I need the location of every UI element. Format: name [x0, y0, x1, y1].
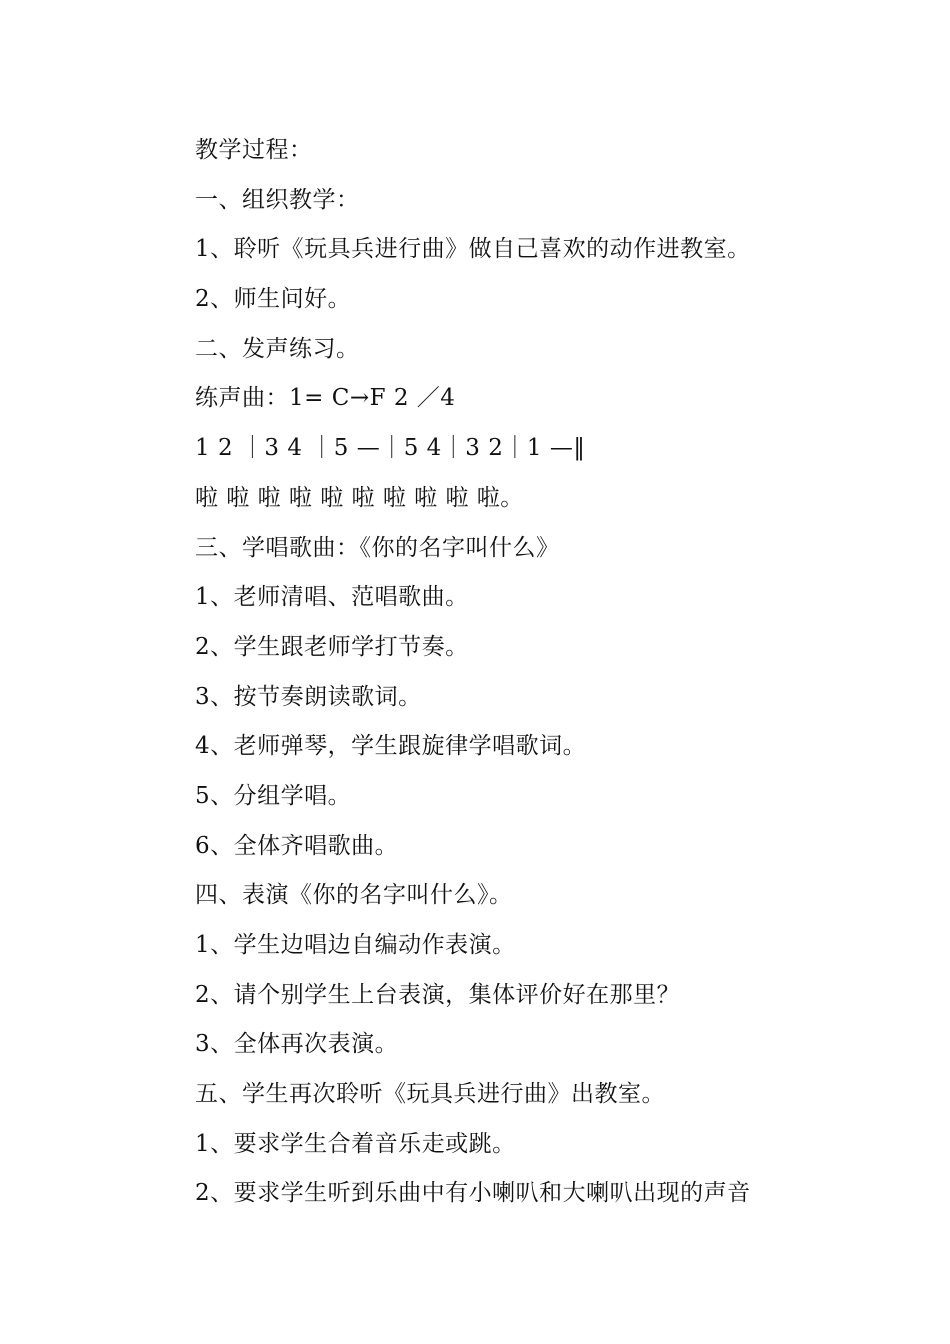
section-3-item-4: 4、老师弹琴，学生跟旋律学唱歌词。 — [195, 733, 587, 760]
section-4-item-3: 3、全体再次表演。 — [195, 1031, 399, 1058]
section-4-item-2: 2、请个别学生上台表演，集体评价好在那里？ — [195, 981, 681, 1008]
vocalise-lyrics: 啦 啦 啦 啦 啦 啦 啦 啦 啦 啦。 — [195, 484, 524, 511]
heading-teaching-process: 教学过程： — [195, 137, 313, 163]
section-1-heading: 一、组织教学： — [195, 186, 360, 213]
section-5-item-1: 1、要求学生合着音乐走或跳。 — [195, 1130, 516, 1157]
section-2-heading: 二、发声练习。 — [195, 335, 360, 362]
section-3-item-2: 2、学生跟老师学打节奏。 — [195, 633, 469, 660]
section-5-heading: 五、学生再次聆听《玩具兵进行曲》出教室。 — [195, 1081, 665, 1108]
section-4-heading: 四、表演《你的名字叫什么》。 — [195, 882, 513, 909]
section-3-item-3: 3、按节奏朗读歌词。 — [195, 683, 422, 710]
vocalise-notation: 1 2 ｜3 4 ｜5 —｜5 4｜3 2｜1 —‖ — [195, 435, 586, 462]
section-1-item-2: 2、师生问好。 — [195, 286, 352, 313]
section-3-item-1: 1、老师清唱、范唱歌曲。 — [195, 584, 469, 611]
section-5-item-2: 2、要求学生听到乐曲中有小喇叭和大喇叭出现的声音 — [195, 1180, 751, 1207]
section-1-item-1: 1、聆听《玩具兵进行曲》做自己喜欢的动作进教室。 — [195, 236, 751, 263]
vocalise-key: 练声曲：1= C→F 2 ／4 — [195, 385, 456, 412]
section-3-item-6: 6、全体齐唱歌曲。 — [195, 832, 399, 859]
section-3-heading: 三、学唱歌曲：《你的名字叫什么》 — [195, 534, 560, 561]
document-body — [195, 126, 895, 1219]
section-4-item-1: 1、学生边唱边自编动作表演。 — [195, 932, 516, 958]
section-3-item-5: 5、分组学唱。 — [195, 782, 352, 809]
